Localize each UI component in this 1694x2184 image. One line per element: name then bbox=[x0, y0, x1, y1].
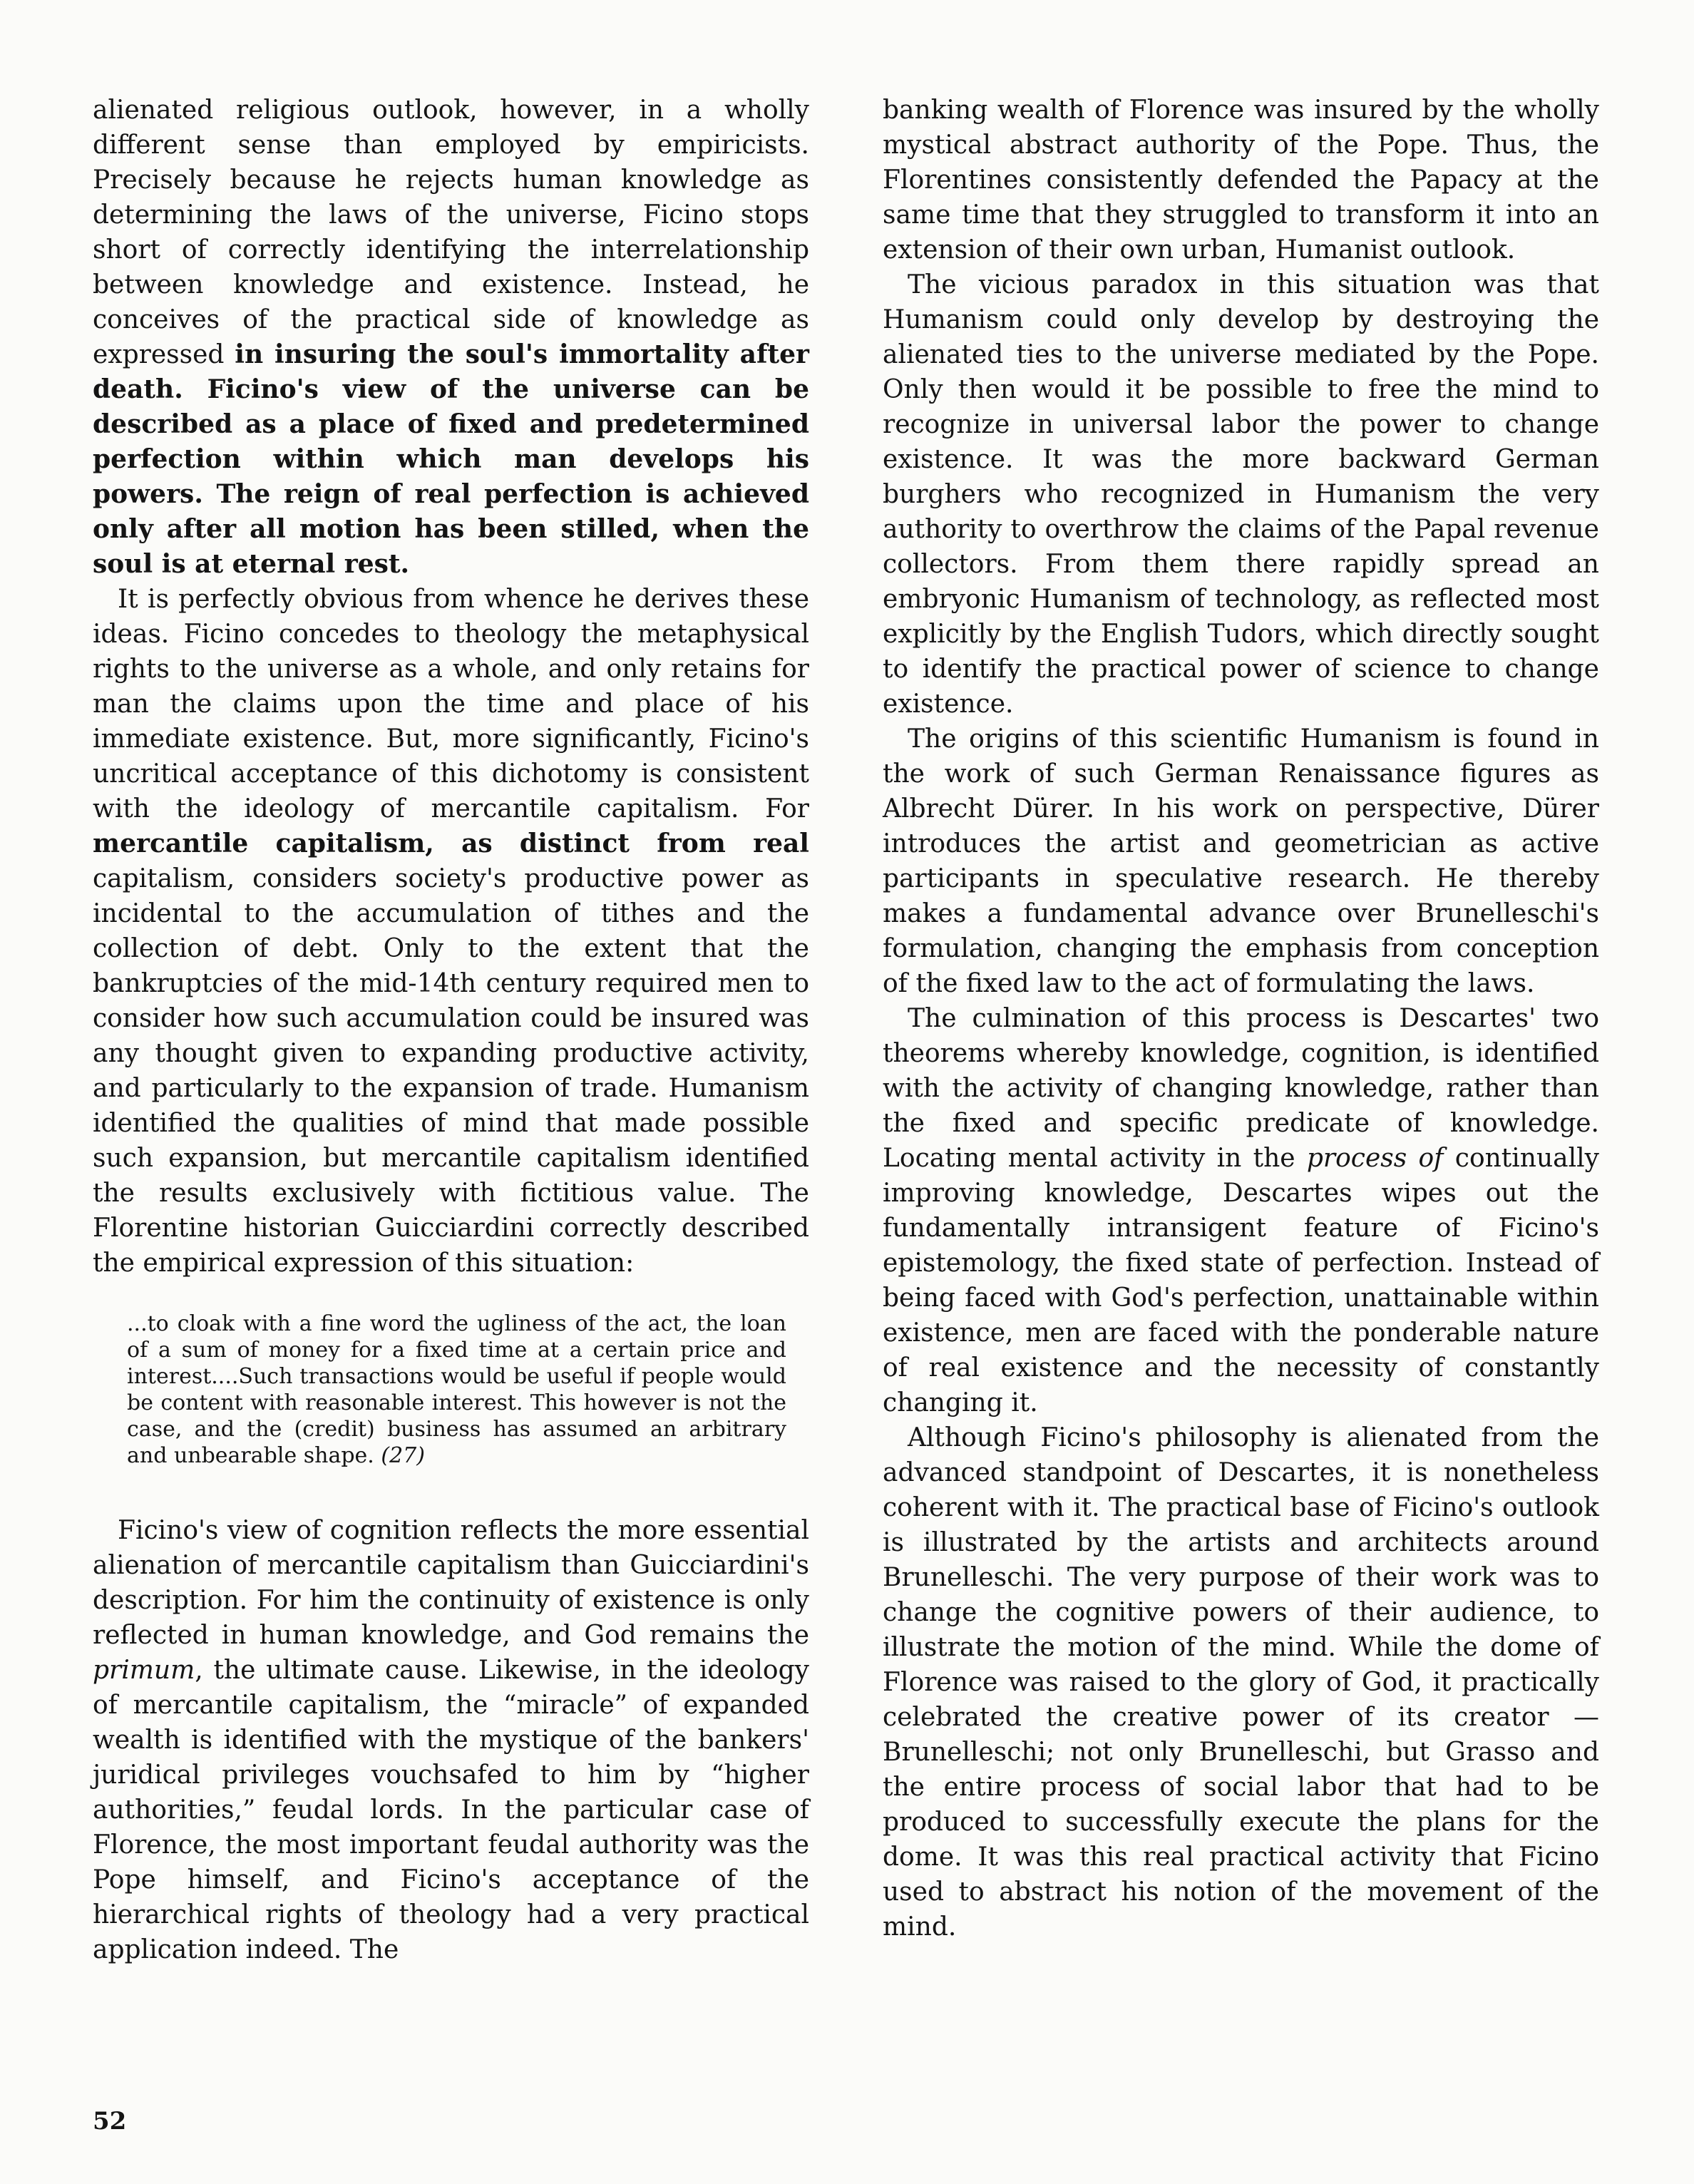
guicciardini-quote: ...to cloak with a fine word the ugliness of the act, the loan of a sum of money for a fixed time at a certain price and interest....Such transactions would be useful if people would be content with reasonable interest. This however is not the case, and the (credit) business has assumed an arbitrary and unbearable shape. (27) bbox=[127, 1311, 786, 1468]
right-column bbox=[883, 93, 1599, 1944]
right-paragraph-4: The culmination of this process is Descartes' two theorems whereby knowledge, cognition, is identified with the activity of changing knowledge, rather than the fixed and specific predicate of knowledge. Locating mental activity in the process of continually improving knowledge, Descartes wipes out the fundamentally intransigent feature of Ficino's epistemology, the fixed state of perfection. Instead of being faced with God's perfection, unattainable within existence, men are faced with the ponderable nature of real existence and the necessity of constantly changing it. bbox=[883, 1004, 1599, 1417]
left-paragraph-3: Ficino's view of cognition reflects the more essential alienation of mercantile capitalism than Guicciardini's description. For him the continuity of existence is only reflected in human knowledge, and God remains the primum, the ultimate cause. Likewise, in the ideology of mercantile capitalism, the “miracle” of expanded wealth is identified with the mystique of the bankers' juridical privileges vouchsafed to him by “higher authorities,” feudal lords. In the particular case of Florence, the most important feudal authority was the Pope himself, and Ficino's acceptance of the hierarchical rights of theology had a very practical application indeed. The bbox=[93, 1516, 809, 1964]
page-number: 52 bbox=[93, 2107, 127, 2136]
right-paragraph-3: The origins of this scientific Humanism is found in the work of such German Renaissance figures as Albrecht Dürer. In his work on perspective, Dürer introduces the artist and geometrician as active participants in speculative research. He thereby makes a fundamental advance over Brunelleschi's formulation, changing the emphasis from conception of the fixed law to the act of formulating the laws. bbox=[883, 724, 1599, 998]
left-paragraph-1: alienated religious outlook, however, in a wholly different sense than employed by empiricists. Precisely because he rejects human knowledge as determining the laws of the universe, Ficino stops short of correctly identifying the interrelationship between knowledge and existence. Instead, he conceives of the practical side of knowledge as expressed in insuring the soul's immortality after death. Ficino's view of the universe can be described as a place of fixed and predetermined perfection within which man develops his powers. The reign of real perfection is achieved only after all motion has been stilled, when the soul is at eternal rest. bbox=[93, 96, 809, 579]
right-paragraph-2: The vicious paradox in this situation was that Humanism could only develop by destroying the alienated ties to the universe mediated by the Pope. Only then would it be possible to free the mind to recognize in universal labor the power to change existence. It was the more backward German burghers who recognized in Humanism the very authority to overthrow the claims of the Papal revenue collectors. From them there rapidly spread an embryonic Humanism of technology, as reflected most explicitly by the English Tudors, which directly sought to identify the practical power of science to change existence. bbox=[883, 270, 1599, 719]
right-paragraph-5: Although Ficino's philosophy is alienated from the advanced standpoint of Descartes, it is nonetheless coherent with it. The practical base of Ficino's outlook is illustrated by the artists and architects around Brunelleschi. The very purpose of their work was to change the cognitive powers of their audience, to illustrate the motion of the mind. While the dome of Florence was raised to the glory of God, it practically celebrated the creative power of its creator — Brunelleschi; not only Brunelleschi, but Grasso and the entire process of social labor that had to be produced to successfully execute the plans for the dome. It was this real practical activity that Ficino used to abstract his notion of the movement of the mind. bbox=[883, 1423, 1599, 1942]
footnote-ref: (27) bbox=[381, 1443, 425, 1468]
right-paragraph-1: banking wealth of Florence was insured by the wholly mystical abstract authority of the Pope. Thus, the Florentines consistently defended the Papacy at the same time that they struggled to transform it into an extension of their own urban, Humanist outlook. bbox=[883, 96, 1599, 265]
left-column bbox=[93, 93, 809, 1967]
left-paragraph-2: It is perfectly obvious from whence he derives these ideas. Ficino concedes to theology the metaphysical rights to the universe as a whole, and only retains for man the claims upon the time and place of his immediate existence. But, more significantly, Ficino's uncritical acceptance of this dichotomy is consistent with the ideology of mercantile capitalism. For mercantile capitalism, as distinct from real capitalism, considers society's productive power as incidental to the accumulation of tithes and the collection of debt. Only to the extent that the bankruptcies of the mid-14th century required men to consider how such accumulation could be insured was any thought given to expanding productive activity, and particularly to the expansion of trade. Humanism identified the qualities of mind that made possible such expansion, but mercantile capitalism identified the results exclusively with fictitious value. The Florentine historian Guicciardini correctly described the empirical expression of this situation: bbox=[93, 585, 809, 1278]
